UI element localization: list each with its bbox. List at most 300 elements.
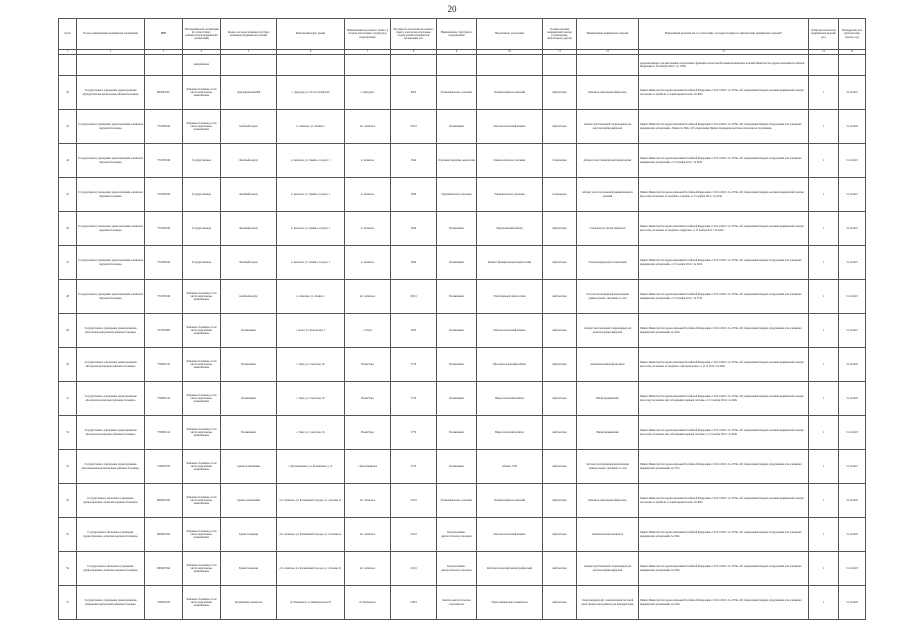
cell-device: Шкаф медицинский — [577, 382, 639, 416]
cell-unit: Поликлиника — [437, 416, 477, 450]
cell-cond: Амбулаторно — [543, 552, 577, 586]
cell-inn: 7701003549 — [145, 110, 183, 144]
cell-type: Государственные — [183, 178, 221, 212]
cell-n: 52 — [59, 416, 77, 450]
cell-population: 3644 — [391, 144, 437, 178]
cell-device: Система ультразвуковой визуализации универсальная с питанием от сети — [577, 450, 639, 484]
cell-inn: 7701003549 — [145, 178, 183, 212]
cell-cabinet: Рентгенологический маммографический — [477, 552, 543, 586]
cell-population: 5776 — [391, 382, 437, 416]
cell-qty: 1 — [809, 178, 839, 212]
cell-cond: Амбулаторно — [543, 314, 577, 348]
cell-qty: 1 — [809, 280, 839, 314]
cell-unit: Поликлиника — [437, 110, 477, 144]
cell-unit: Поликлиническое отделение — [437, 484, 477, 518]
cell-device: Аппарат рентгеновский стационарный для рентгенографии цифровой — [577, 314, 639, 348]
table-row — [59, 280, 866, 314]
cell-device: Система ультразвуковой визуализации универсальная с питанием от сети — [577, 280, 639, 314]
cell-inn: 8000007944 — [145, 552, 183, 586]
cell-type: Районные больницы, в том числе центральные, межрайонные — [183, 348, 221, 382]
cell-building: Поликлиника — [221, 314, 277, 348]
cell-date: 31.12.2023 — [839, 484, 866, 518]
cell-n: 53 — [59, 450, 77, 484]
column-header: Наименование населенного пункта, в котором расположено структурное подразделение — [345, 19, 391, 50]
cell-device: Ринометр, риноларингофиброскоп — [577, 484, 639, 518]
cell-cabinet: Офтальмологический кабинет — [477, 348, 543, 382]
cell-address: п. Агинское, ул. Ленина 1 — [277, 110, 345, 144]
column-number: 10 — [477, 50, 543, 55]
cell-address: пгт. Агинское, ул. Больничный городок, д.1 строение 4а — [277, 518, 345, 552]
column-number: 6 — [277, 50, 345, 55]
cell-n: 46 — [59, 212, 77, 246]
cell-type: межрайонные — [183, 55, 221, 76]
cell-building: Поликлиника здание №2 — [221, 586, 277, 620]
column-header: №п/п — [59, 19, 77, 50]
cell-settlement: пгт. Агинское — [345, 280, 391, 314]
cell-n: 45 — [59, 178, 77, 212]
cell-settlement: г. Краснокаменск — [345, 450, 391, 484]
column-header: Наименование структурного подразделения — [437, 19, 477, 50]
cell-settlement: п. Агинское — [345, 212, 391, 246]
table-row — [59, 314, 866, 348]
cell-unit: Поликлиника — [437, 348, 477, 382]
cell-docs: Приказ Министерства здравоохранения Российской Федерации от 28.12.2020 г. № 1379н «Об утверждении Порядка оказания медицинской помощи населению по профилю «оториноларингология» № 905н — [639, 484, 809, 518]
column-number: 8 — [391, 50, 437, 55]
cell-type: Районные больницы, в том числе центральные, межрайонные — [183, 450, 221, 484]
cell-settlement: с. Дульдурга — [345, 76, 391, 110]
cell-n: 50 — [59, 348, 77, 382]
cell-org: Государственное автономное учреждение здравоохранения «Агинская окружная больница» — [77, 552, 145, 586]
cell-date: 31.12.2021 — [839, 246, 866, 280]
cell-population: 21541 — [391, 518, 437, 552]
cell-org: Государственное учреждение здравоохранения «Дульдургинская центральная районная больница» — [77, 76, 145, 110]
cell-org: Государственное учреждение здравоохранения «Агинская окружная больница» — [77, 246, 145, 280]
cell-address: с. Чара, ул. Советская, 16 — [277, 348, 345, 382]
cell-population: 5513 — [391, 450, 437, 484]
cell-docs: Приказ Министерства здравоохранения Российской Федерации от 28.12.2020 г. № 1379н «Об утверждении Порядка оборудования для оснащения медицинских организаций» № 560н — [639, 314, 809, 348]
cell-type: Районные больницы, в том числе центральные, межрайонные — [183, 280, 221, 314]
cell-type: Районные больницы, в том числе центральные, межрайонные — [183, 586, 221, 620]
cell-docs: Приказ Министерства здравоохранения Российской Федерации от 28.12.2020 г. № 1379н «Об утверждении Порядка оказания медицинской помощи населению по профилю «оториноларингология» № 905н — [639, 76, 809, 110]
cell-cond: Амбулаторно — [543, 110, 577, 144]
cell-address: с. Калга, ул. Калганская, 3 — [277, 314, 345, 348]
cell-org: Государственное учреждение здравоохранения «Каларская центральная районная больница» — [77, 416, 145, 450]
cell — [577, 55, 639, 76]
column-header: Полное наименование медицинской организации — [77, 19, 145, 50]
cell-date: 31.12.2023 — [839, 552, 866, 586]
cell-qty: 1 — [809, 314, 839, 348]
table-row — [59, 76, 866, 110]
cell-device: Электрокардиограф с компьютерной системой регистрации и программой для интерпретации — [577, 586, 639, 620]
cell-unit: Консультативно-диагностическое отделение — [437, 518, 477, 552]
column-header: Тип медицинской организации (в соответствии с номенклатурой медицинских организаций) — [183, 19, 221, 50]
cell-building: Здание больницы — [221, 552, 277, 586]
cell — [543, 55, 577, 76]
cell-device: Шкаф медицинский — [577, 416, 639, 450]
cell-type: Районные больницы, в том числе центральные, межрайонные — [183, 382, 221, 416]
cell-address: п. Агинское, ул. Ленина, 1 корпус 1 — [277, 144, 345, 178]
cell-qty: 1 — [809, 450, 839, 484]
cell-population: 3644 — [391, 212, 437, 246]
cell-cabinet: Рентгенологический кабинет — [477, 518, 543, 552]
cell-docs: Приказ Министерства здравоохранения Российской Федерации от 28.12.2020 г. № 1379н «Об утверждении Порядка оборудования для оснащения медицинских организаций» № 557н — [639, 450, 809, 484]
cell-qty: 1 — [809, 246, 839, 280]
cell-n: 48 — [59, 280, 77, 314]
cell-unit: Поликлиника — [437, 212, 477, 246]
table-row — [59, 212, 866, 246]
cell-cabinet: Узкие клинические специалисты — [477, 586, 543, 620]
cell-device: Аппарат рентгеновский стационарный для рентгенографии цифровой — [577, 552, 639, 586]
table-row — [59, 348, 866, 382]
cell-date: 31.12.2023 — [839, 382, 866, 416]
cell-org: Государственное учреждение здравоохранения «Краснокаменская центральная районная больница» — [77, 450, 145, 484]
cell-population: 12823 — [391, 586, 437, 620]
cell-date: 31.12.2024 — [839, 586, 866, 620]
cell-address: пгт. Агинское, ул. Больничный городок, д.1 строение 21 — [277, 484, 345, 518]
cell-type: Государственные — [183, 246, 221, 280]
cell-qty: 1 — [809, 484, 839, 518]
cell-inn: 7708002142 — [145, 416, 183, 450]
cell-settlement: п. Агинское — [345, 246, 391, 280]
cell-date: 31.12.2022 — [839, 110, 866, 144]
cell-cond: Амбулаторно — [543, 586, 577, 620]
cell-settlement: пгт. Агинское — [345, 484, 391, 518]
column-header: ИНН — [145, 19, 183, 50]
cell-org: Государственное учреждение здравоохранения «Агинская окружная больница» — [77, 280, 145, 314]
cell-building: Лечебный корпус — [221, 246, 277, 280]
table-row — [59, 110, 866, 144]
cell-cond: Стационарно — [543, 144, 577, 178]
cell-docs: Приказ Министерства здравоохранения Российской Федерации от 28.12.2020 г. № 1379н «Об утверждении Порядка оборудования для оснащения медицинских организаций» от 15 ноября 2012 г. № 572н — [639, 280, 809, 314]
cell-cabinet: Неврологический кабинет — [477, 382, 543, 416]
cell-unit: Консультативно-диагностическое отделение — [437, 552, 477, 586]
cell-building: Здание больницы — [221, 518, 277, 552]
cell-address: пгт. Агинское, ул. Больничный городок, д.1 строение 21 — [277, 552, 345, 586]
cell-qty: 1 — [809, 110, 839, 144]
cell-cond: Амбулаторно — [543, 450, 577, 484]
cell-cabinet: Оториноларингологический — [477, 76, 543, 110]
cell-n: 51 — [59, 382, 77, 416]
column-number: 11 — [543, 50, 577, 55]
cell-n: 54 — [59, 484, 77, 518]
cell-n: 57 — [59, 586, 77, 620]
cell-date: 31.12.2021 — [839, 450, 866, 484]
cell-date: 31.12.2021 — [839, 144, 866, 178]
cell-org: Государственное учреждение здравоохранения «Агинская окружная больница» — [77, 144, 145, 178]
cell-building: Здание поликлиники — [221, 484, 277, 518]
equipment-table — [58, 18, 866, 620]
cell — [391, 55, 437, 76]
cell-org: Государственное учреждение здравоохранения «Калганская центральная районная больница» — [77, 314, 145, 348]
cell-type: Государственные — [183, 144, 221, 178]
column-number: 7 — [345, 50, 391, 55]
cell-population: 18521 — [391, 110, 437, 144]
cell-cond: Амбулаторно — [543, 518, 577, 552]
cell-cabinet: Неврологический кабинет — [477, 416, 543, 450]
cell-building: Поликлиника — [221, 348, 277, 382]
column-header: Здание, в котором размещается (будет размещено) медицинское изделие — [221, 19, 277, 50]
cell-cabinet: Рентгенологический кабинет — [477, 314, 543, 348]
column-number: 2 — [77, 50, 145, 55]
cell-type: Районные больницы, в том числе центральные, межрайонные — [183, 314, 221, 348]
cell — [437, 55, 477, 76]
header-row — [59, 19, 866, 50]
cell-cabinet: Ультразвуковой диагностики — [477, 280, 543, 314]
cell-docs: Приказ Министерства здравоохранения Российской Федерации от 28.12.2020 г. № 1379н «Об утверждении Порядка оказания медицинской помощи взрослому населению по профилю «терапия» от 15 ноября 2012 г. № 923н — [639, 178, 809, 212]
cell-qty: 1 — [809, 382, 839, 416]
cell-docs: Приказ Министерства здравоохранения Российской Федерации от 28.12.2020 г. № 1379н «Об утверждении Порядка оборудования для оснащения медицинских организаций» № 918н — [639, 586, 809, 620]
cell-unit: Поликлиника — [437, 450, 477, 484]
table-row — [59, 144, 866, 178]
cell-device: Стерилизатор для инструментов — [577, 212, 639, 246]
cell-building: Лечебный корпус — [221, 178, 277, 212]
cell-cabinet: Оториноларингологический — [477, 484, 543, 518]
cell-cabinet: Кабинет функциональной диагностики — [477, 246, 543, 280]
table-row — [59, 518, 866, 552]
cell-address: п. Агинское, ул. Ленина, 1 корпус 1 — [277, 178, 345, 212]
cell-cond: Стационарно — [543, 178, 577, 212]
cell-type: Районные больницы, в том числе центральные, межрайонные — [183, 552, 221, 586]
cell-population: 3644 — [391, 178, 437, 212]
cell-n: 47 — [59, 246, 77, 280]
cell-inn: 7507001666 — [145, 314, 183, 348]
cell-cond: Амбулаторно — [543, 212, 577, 246]
cell-inn: 8003003361 — [145, 76, 183, 110]
cell — [77, 55, 145, 76]
cell-cabinet: Хирургический кабинет — [477, 212, 543, 246]
column-number: 12 — [577, 50, 639, 55]
cell-org: Государственное учреждение здравоохранения «Агинская окружная больница» — [77, 110, 145, 144]
cell-unit: Отделение хирургии, неврологии — [437, 144, 477, 178]
cell-n: 49 — [59, 314, 77, 348]
cell-qty: 1 — [809, 518, 839, 552]
cell-settlement: Новая Чара — [345, 382, 391, 416]
cell-docs: Приказ Министерства здравоохранения Российской Федерации от 28.12.2020 г. № 1379н «Об утверждении Порядка оборудования для оснащения медицинских организаций», Приказ № 560н «Об утверждении Правил проведения рентгенологических исследований» — [639, 110, 809, 144]
cell-qty: 1 — [809, 552, 839, 586]
table-body — [59, 55, 866, 620]
cell-inn: 7701003549 — [145, 246, 183, 280]
cell-device: Автоматический анализатор — [577, 518, 639, 552]
cell-org: Государственное учреждение здравоохранения «Агинская окружная больница» — [77, 178, 145, 212]
cell-building: Лечебный корпус — [221, 212, 277, 246]
cell-population: 3632 — [391, 314, 437, 348]
cell-building: Поликлиника — [221, 416, 277, 450]
cell-date: 31.12.2023 — [839, 518, 866, 552]
cell-cond: Амбулаторно — [543, 382, 577, 416]
cell-device: Электрокардиограф 12-канальный — [577, 246, 639, 280]
column-header: Условия оказания медицинской помощи (стационарная, амбулаторная, другая) — [543, 19, 577, 50]
column-number: 15 — [839, 50, 866, 55]
cell-date: 31.12.2021 — [839, 314, 866, 348]
cell-qty: 1 — [809, 76, 839, 110]
cell-cond: Амбулаторно — [543, 484, 577, 518]
cell-settlement: с. Калга — [345, 314, 391, 348]
cell-inn: 7708002142 — [145, 348, 183, 382]
cell-building: Лечебный корпус — [221, 144, 277, 178]
cell-device: Аппарат рентгеновский стационарный для рентгенографии цифровой — [577, 110, 639, 144]
table-row — [59, 178, 866, 212]
cell — [839, 55, 866, 76]
cell-population: 5776 — [391, 416, 437, 450]
cell-cond: Амбулаторно — [543, 246, 577, 280]
cell-device: Аппарат для исследования функций внешнего дыхания — [577, 178, 639, 212]
cell-device: Ринометр, риноларингофиброскоп — [577, 76, 639, 110]
cell-address: с. Дульдурга ул. 50 лет октября 66 — [277, 76, 345, 110]
cell-cabinet: кабинет УЗИ — [477, 450, 543, 484]
cell-type: Районные больницы, в том числе центральные, межрайонные — [183, 76, 221, 110]
column-header: Фактический адрес здания — [277, 19, 345, 50]
table-row — [59, 484, 866, 518]
cell-cabinet: Гинекологическое отделение — [477, 144, 543, 178]
cell-inn: 7508002430 — [145, 586, 183, 620]
cell-population: 21541 — [391, 552, 437, 586]
cell — [221, 55, 277, 76]
cell-inn: 8000007944 — [145, 518, 183, 552]
cell — [59, 55, 77, 76]
cell-type: Районные больницы, в том числе центральные, межрайонные — [183, 484, 221, 518]
cell-org: Государственное автономное учреждение здравоохранения «Агинская окружная больница» — [77, 484, 145, 518]
cell-inn: 8000007944 — [145, 484, 183, 518]
cell-docs: Приказ Министерства здравоохранения Российской Федерации от 28.12.2020 г. № 1379н «Об утверждении Порядка оборудования для оснащения медицинских организаций» от 15 ноября 2012 г. № 918н — [639, 246, 809, 280]
cell-org: Государственное учреждение здравоохранения «Карымская центральная районная больница» — [77, 586, 145, 620]
cell-n: 55 — [59, 518, 77, 552]
cell-type: Государственные — [183, 212, 221, 246]
cell-population: 21541 — [391, 484, 437, 518]
cell-inn: 7701003549 — [145, 212, 183, 246]
column-number: 14 — [809, 50, 839, 55]
cell-org: Государственное учреждение здравоохранения «Каларская центральная районная больница» — [77, 348, 145, 382]
cell-population: 3644 — [391, 246, 437, 280]
cell-address: г. Краснокаменск, ул. Больничная, д. 12 — [277, 450, 345, 484]
cell-settlement: п. Агинское — [345, 178, 391, 212]
cell-docs: Приказ Министерства здравоохранения Российской Федерации от 28.12.2020 г. № 1379н «Об утверждении Порядка оказания медицинской помощи взрослому населению при заболеваниях нервной системы» от 15 ноября 2012 г. № 926н — [639, 416, 809, 450]
cell-n: 42 — [59, 76, 77, 110]
cell-settlement: Новая Чара — [345, 348, 391, 382]
cell-type: Районные больницы, в том числе центральные, межрайонные — [183, 416, 221, 450]
column-number: 9 — [437, 50, 477, 55]
cell — [345, 55, 391, 76]
column-header: Вид кабинета (отделения) — [477, 19, 543, 50]
table-row — [59, 552, 866, 586]
cell-settlement: пгт. Агинское — [345, 518, 391, 552]
cell-address: с. Чара, ул. Советская, 16 — [277, 416, 345, 450]
cell-type: Районные больницы, в том числе центральные, межрайонные — [183, 110, 221, 144]
cell-qty: 1 — [809, 416, 839, 450]
cell-org: Государственное автономное учреждение здравоохранения «Агинская окружная больница» — [77, 518, 145, 552]
cell-device: Автоматический рефрактометр — [577, 348, 639, 382]
column-number: 13 — [639, 50, 809, 55]
cell-qty: 1 — [809, 212, 839, 246]
cell-unit: Поликлиника — [437, 280, 477, 314]
cell-docs: Приказ Министерства здравоохранения Российской Федерации от 28.12.2020 г. № 1379н «Об утверждении Порядка оказания медицинской помощи взрослому населению по профилю «офтальмология» от 12.11.2012 г. № 902н — [639, 348, 809, 382]
cell-date: 31.12.2021 — [839, 212, 866, 246]
cell-address: п. Агинское, ул. Ленина 1 — [277, 280, 345, 314]
cell-building: лечебный корпус — [221, 280, 277, 314]
cell-settlement: Новая Чара — [345, 416, 391, 450]
cell-cabinet: Рентгенологический кабинет — [477, 110, 543, 144]
cell-type: Районные больницы, в том числе центральные, межрайонные — [183, 518, 221, 552]
cell-date: 31.12.2023 — [839, 348, 866, 382]
column-header: Наименование медицинского изделия — [577, 19, 639, 50]
table-row — [59, 416, 866, 450]
cell-settlement: п. Агинское — [345, 144, 391, 178]
cell-docs: Приказ Министерства здравоохранения Российской Федерации от 28.12.2020 г. № 1379н «Об утверждении Порядка оборудования для оснащения медицинских организаций» № 560н — [639, 552, 809, 586]
cell-date: 31.12.2021 — [839, 76, 866, 110]
cell-settlement: пгт Карымское — [345, 586, 391, 620]
column-header: Планируемая дата приобретения (месяц, год) — [839, 19, 866, 50]
cell-cond: Амбулаторно — [543, 280, 577, 314]
cell-docs: Приказ Министерства здравоохранения Российской Федерации от 28.12.2020 г. № 1379н «Об утверждении Порядка оборудования для оснащения медицинских организаций» № 560н — [639, 518, 809, 552]
table-row — [59, 586, 866, 620]
cell-qty: 1 — [809, 348, 839, 382]
continuation-row — [59, 55, 866, 76]
cell-building: Дульдургинская ЦРБ — [221, 76, 277, 110]
table-row — [59, 382, 866, 416]
cell-unit: Поликлиническое отделение — [437, 76, 477, 110]
cell-building: здание поликлиники — [221, 450, 277, 484]
cell-org: Государственное учреждение здравоохранения «Агинская окружная больница» — [77, 212, 145, 246]
cell-population: 8842 — [391, 76, 437, 110]
cell-docs: Приказ Министерства здравоохранения Российской Федерации от 28.12.2020 г. № 1379н «Об утверждении Порядка оказания медицинской помощи взрослому населению при заболеваниях нервной системы» от 15 ноября 2012 г. № 926н — [639, 382, 809, 416]
cell-address: пгт Карымское, ул.Ленинградская 22 — [277, 586, 345, 620]
cell-date: 31.12.2023 — [839, 416, 866, 450]
cell-inn: 7701003549 — [145, 280, 183, 314]
cell-docs: предназначенную для выполнения определенных функций в целях приобретения медицинских изделий Министерство здравоохранения Российской Федерации от 28 октября 2020 г. № 1165н — [639, 55, 809, 76]
cell-unit: Лечебно-диагностическое отделение №2 — [437, 586, 477, 620]
cell-qty: 1 — [809, 586, 839, 620]
cell-cond: Амбулаторно — [543, 416, 577, 450]
column-header: Нормативный правовой акт, в соответствии с которым планируется приобретение медицинского изделия* — [639, 19, 809, 50]
cell-unit: Поликлиника — [437, 382, 477, 416]
cell-population: 5776 — [391, 348, 437, 382]
column-number: 5 — [221, 50, 277, 55]
cell-org: Государственное учреждение здравоохранения «Каларская центральная районная больница» — [77, 382, 145, 416]
column-number: 4 — [183, 50, 221, 55]
cell-building: Поликлиника — [221, 382, 277, 416]
cell-address: п. Агинское, ул. Ленина, 1 корпус 1 — [277, 246, 345, 280]
cell-docs: Приказ Министерства здравоохранения Российской Федерации от 28.12.2020 г. № 1379н «Об утверждении Порядка оборудования для оснащения медицинских организаций» от 15 ноября 2012 г. № 919н — [639, 144, 809, 178]
cell-cond: Амбулаторно — [543, 76, 577, 110]
cell-cabinet: Терапевтическое отделение — [477, 178, 543, 212]
page-number: 20 — [447, 4, 457, 14]
cell-n: 43 — [59, 110, 77, 144]
table-row — [59, 246, 866, 280]
cell-docs: Приказ Министерства здравоохранения Российской Федерации от 28.12.2020 г. № 1379н «Об утверждении Порядка оказания медицинской помощи взрослому населению по профилю «хирургия» от 15 ноября 2012 г. № 922н — [639, 212, 809, 246]
cell-date: 31.12.2021 — [839, 178, 866, 212]
cell-inn: 7701003549 — [145, 144, 183, 178]
cell-inn: 7708002142 — [145, 382, 183, 416]
cell-cond: Амбулаторно — [543, 348, 577, 382]
cell-n: 56 — [59, 552, 77, 586]
cell-unit: Поликлиника — [437, 246, 477, 280]
cell-device: Аппарат искусственной вентиляции легких — [577, 144, 639, 178]
cell — [809, 55, 839, 76]
cell — [145, 55, 183, 76]
cell-unit: Поликлиника — [437, 314, 477, 348]
cell-settlement: пгт. Агинское — [345, 552, 391, 586]
cell-unit: Терапевтическое отделение — [437, 178, 477, 212]
cell-qty: 1 — [809, 144, 839, 178]
cell-date: 31.12.2021 — [839, 280, 866, 314]
cell-building: лечебный корпус — [221, 110, 277, 144]
table-row — [59, 450, 866, 484]
cell-address: с. Чара, ул. Советская, 16 — [277, 382, 345, 416]
column-number: 1 — [59, 50, 77, 55]
cell-inn: 7530000706 — [145, 450, 183, 484]
cell-address: п. Агинское, ул. Ленина, 1 корпус 1 — [277, 212, 345, 246]
cell-settlement: пгт. Агинское — [345, 110, 391, 144]
cell — [477, 55, 543, 76]
